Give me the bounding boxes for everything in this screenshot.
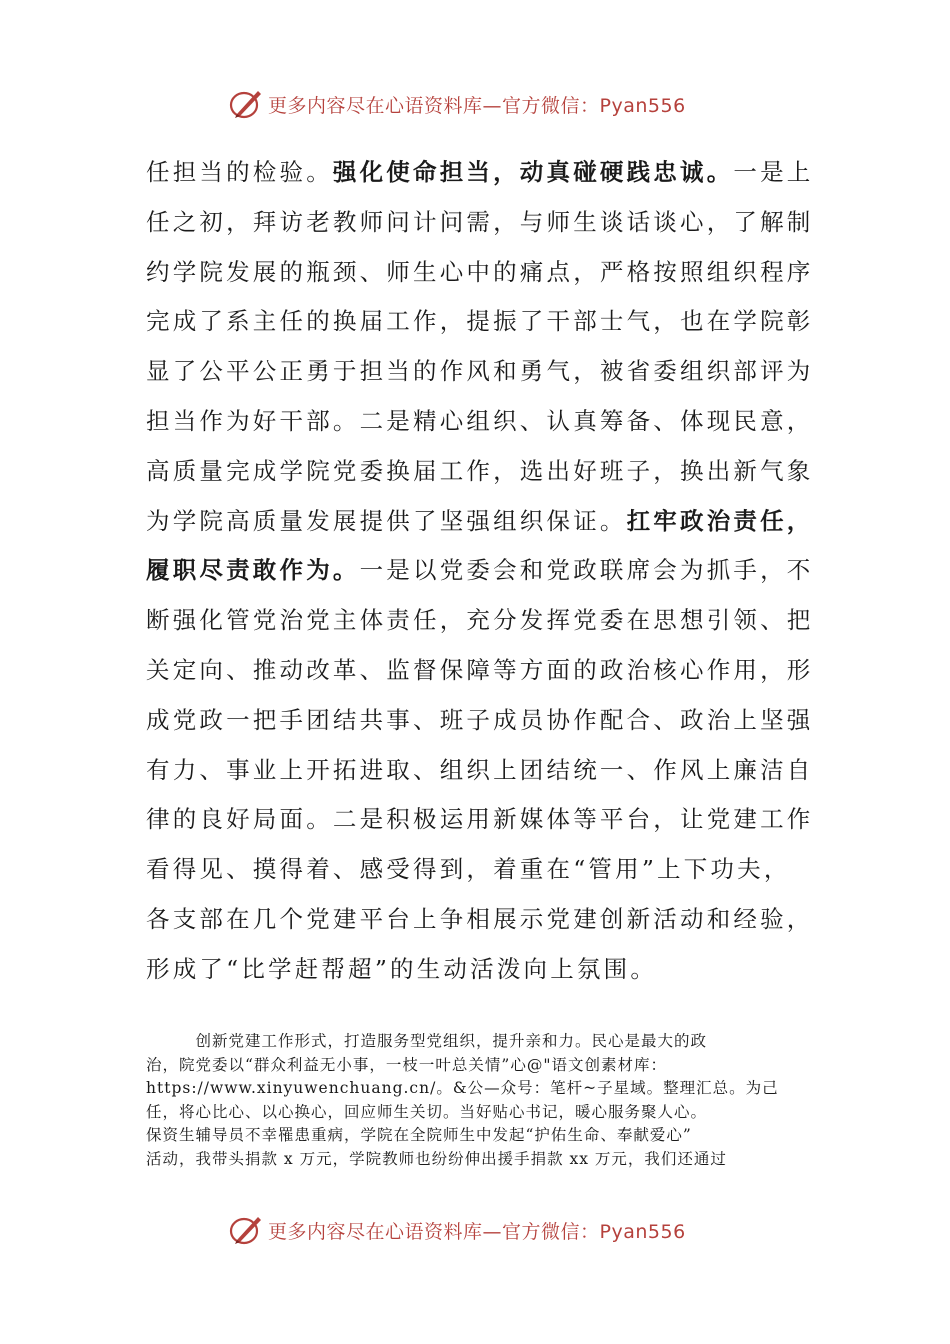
document-note bbox=[146, 1030, 808, 1172]
body-line bbox=[146, 297, 814, 347]
body-text-segment: 形成了“比学赶帮超”的生动活泼向上氛围。 bbox=[146, 954, 658, 983]
document-body bbox=[146, 148, 814, 995]
note-line: 治，院党委以“群众利益无小事，一枝一叶总关情”心@"语文创素材库： bbox=[146, 1055, 667, 1074]
body-text-segment: 为学院高质量发展提供了坚强组织保证。 bbox=[146, 506, 627, 535]
body-line bbox=[146, 497, 814, 547]
header-banner bbox=[228, 86, 748, 122]
pen-logo-icon bbox=[228, 1213, 264, 1247]
body-text-segment: 显了公平公正勇于担当的作风和勇气，被省委组织部评为 bbox=[146, 357, 814, 386]
body-line bbox=[146, 347, 814, 397]
body-text-segment: 担当作为好干部。二是精心组织、认真筹备、体现民意， bbox=[146, 406, 814, 435]
body-text-segment: 任之初，拜访老教师问计问需，与师生谈话谈心，了解制 bbox=[146, 207, 814, 236]
note-line: 任，将心比心、以心换心，回应师生关切。当好贴心书记，暖心服务聚人心。 bbox=[146, 1102, 708, 1121]
pen-logo-icon bbox=[228, 87, 264, 121]
body-text-segment: 有力、事业上开拓进取、组织上团结统一、作风上廉洁自 bbox=[146, 755, 814, 784]
body-line bbox=[146, 596, 814, 646]
body-text-segment: 各支部在几个党建平台上争相展示党建创新活动和经验， bbox=[146, 904, 814, 933]
body-line bbox=[146, 895, 814, 945]
footer-banner bbox=[228, 1212, 748, 1248]
body-line bbox=[146, 746, 814, 796]
body-line bbox=[146, 148, 814, 198]
body-text-segment: 断强化管党治党主体责任，充分发挥党委在思想引领、把 bbox=[146, 606, 814, 635]
body-text-segment: 任担当的检验。 bbox=[146, 158, 333, 186]
body-line bbox=[146, 646, 814, 696]
bold-heading-text: 履职尽责敢作为。 bbox=[146, 556, 360, 585]
body-line bbox=[146, 696, 814, 746]
footer-banner-text: 更多内容尽在心语资料库—官方微信：Pyan556 bbox=[268, 1220, 686, 1243]
bold-heading-text: 强化使命担当，动真碰硬践忠诚。 bbox=[332, 158, 734, 186]
body-text-segment: 完成了系主任的换届工作，提振了干部士气，也在学院彰 bbox=[146, 307, 814, 336]
header-banner-text: 更多内容尽在心语资料库—官方微信：Pyan556 bbox=[268, 94, 686, 117]
note-line: 保资生辅导员不幸罹患重病，学院在全院师生中发起“护佑生命、奉献爱心” bbox=[146, 1126, 692, 1145]
body-line bbox=[146, 198, 814, 248]
note-line: 创新党建工作形式，打造服务型党组织，提升亲和力。民心是最大的政 bbox=[146, 1032, 708, 1050]
body-text-segment: 一是上 bbox=[733, 158, 814, 186]
body-line bbox=[146, 546, 814, 596]
body-line bbox=[146, 397, 814, 447]
body-text-segment: 高质量完成学院党委换届工作，选出好班子，换出新气象 bbox=[146, 456, 814, 485]
body-text-segment: 关定向、推动改革、监督保障等方面的政治核心作用，形 bbox=[146, 655, 814, 684]
note-line: 活动，我带头捐款 x 万元，学院教师也纷纷伸出援手捐款 xx 万元，我们还通过 bbox=[146, 1149, 727, 1168]
body-text-segment: 成党政一把手团结共事、班子成员协作配合、政治上坚强 bbox=[146, 705, 814, 734]
body-line bbox=[146, 945, 806, 995]
body-text-segment: 看得见、摸得着、感受得到，着重在“管用”上下功夫， bbox=[146, 855, 791, 884]
body-text-segment: 律的良好局面。二是积极运用新媒体等平台，让党建工作 bbox=[146, 805, 814, 834]
body-line bbox=[146, 447, 814, 497]
note-line: https://www.xinyuwenchuang.cn/。&公—众号：笔杆~子星域。整理汇总。为己 bbox=[146, 1079, 779, 1098]
body-line bbox=[146, 248, 814, 298]
body-line bbox=[146, 795, 814, 845]
body-line bbox=[146, 845, 806, 895]
body-text-segment: 约学院发展的瓶颈、师生心中的痛点，严格按照组织程序 bbox=[146, 257, 814, 286]
bold-heading-text: 扛牢政治责任， bbox=[626, 506, 814, 535]
body-text-segment: 一是以党委会和党政联席会为抓手，不 bbox=[359, 556, 814, 585]
